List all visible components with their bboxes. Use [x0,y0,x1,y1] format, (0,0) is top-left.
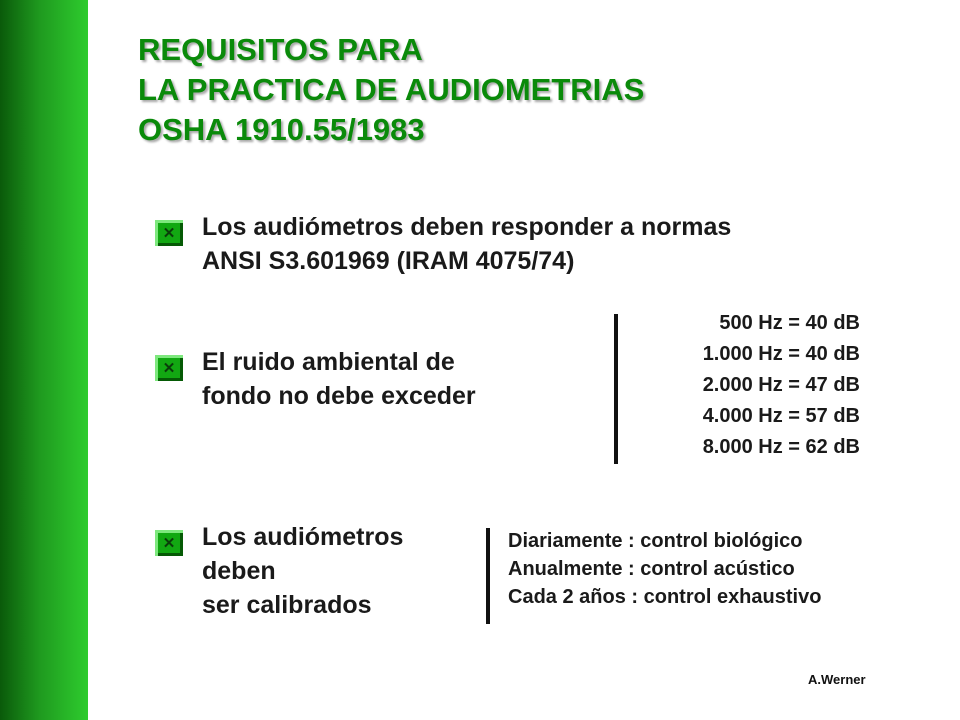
noise-limit: 1.000 Hz = 40 dB [702,343,860,365]
calibration-row [508,555,821,583]
item-line: Los audiómetros deben responder a normas [202,213,732,241]
item-calibration [202,520,403,622]
item-line: fondo no debe exceder [202,382,476,410]
calibration-control: control acústico [640,558,795,580]
calibration-control: control biológico [640,530,803,552]
page-title [138,30,644,150]
noise-limit: 8.000 Hz = 62 dB [702,436,860,458]
title-line-3: OSHA 1910.55/1983 [138,112,425,147]
item-line: El ruido ambiental de [202,348,455,376]
calibration-row [508,527,821,555]
noise-limit: 500 Hz = 40 dB [719,312,860,334]
item-line: ser calibrados [202,591,372,619]
noise-limit: 2.000 Hz = 47 dB [702,374,860,396]
calibration-control: control exhaustivo [643,586,822,608]
calibration-period: Anualmente : [508,558,635,580]
green-sidebar [0,0,88,720]
item-ambient-noise [202,345,476,413]
bracket-line [614,314,618,464]
noise-limit: 4.000 Hz = 57 dB [702,405,860,427]
item-line: ANSI S3.601969 (IRAM 4075/74) [202,247,575,275]
calibration-period: Diariamente : [508,530,635,552]
title-line-1: REQUISITOS PARA [138,32,423,67]
bullet-icon: ✕ [155,220,183,246]
bullet-icon: ✕ [155,355,183,381]
bullet-icon: ✕ [155,530,183,556]
calibration-period: Cada 2 años : [508,586,639,608]
item-audiometer-standards [202,210,731,278]
calibration-schedule [508,527,821,611]
calibration-row [508,583,821,611]
item-line: deben [202,557,276,585]
author-credit: A.Werner [808,672,866,687]
item-line: Los audiómetros [202,523,404,551]
bracket-line [486,528,490,624]
title-line-2: LA PRACTICA DE AUDIOMETRIAS [138,72,645,107]
noise-limits-list [640,308,860,463]
